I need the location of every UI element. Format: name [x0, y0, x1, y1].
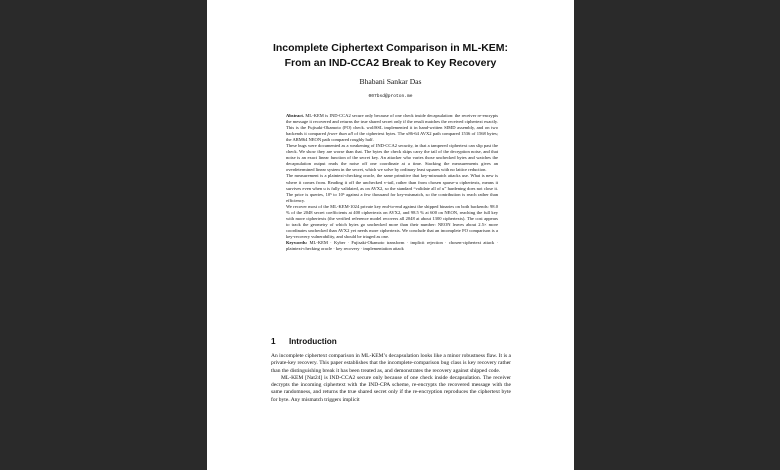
keywords-list: ML-KEM · Kyber · Fujisaki-Okamoto transform · implicit rejection · chosen-ciphertext attack · plaintext-checking oracle · key recovery · implementation attack — [286, 239, 498, 252]
paper-title-line-1: Incomplete Ciphertext Comparison in ML-KEM: — [272, 42, 509, 54]
intro-paragraph-1: An incomplete ciphertext comparison in ML-KEM’s decapsulation looks like a minor robustness flaw. It is a private-key recovery. This paper establishes that the incomplete-comparison bug class is key recovery rather than the distinguishing break it has been treated as, and demonstrates the recovery against shipped code. — [271, 353, 511, 374]
abstract-paragraph-1 — [286, 113, 498, 143]
keywords-label: Keywords: — [286, 239, 308, 245]
abstract-label: Abstract. — [286, 113, 305, 118]
keywords — [286, 240, 498, 252]
abstract-text-1a: ML-KEM is IND-CCA2 secure only because of one check inside decapsulation: the receiver re-encrypts the message it recovered and returns the true shared secret only if the result matches the received ciphertext exactly. This is the Fujisaki-Okamoto (FO) check. wolfSSL implemented it in hand-written SIMD assembly, and on two backends it compared — [286, 113, 498, 137]
section-number: 1 — [271, 337, 276, 346]
introduction-body — [271, 353, 511, 404]
section-heading-introduction — [271, 337, 337, 346]
intro-paragraph-2: ML-KEM [Nat24] is IND-CCA2 secure only because of one check inside decapsulation. The receiver decrypts the incoming ciphertext with the IND-CPA scheme, re-encrypts the recovered message with the same randomness, and returns the true shared secret only if the re-encryption reproduces the ciphertext byte for byte. Any mismatch triggers implicit — [271, 374, 511, 403]
abstract-paragraph-3: The measurement is a plaintext-checking oracle, the same primitive that key-mismatch attacks use. What is new is where it comes from. Reading it off the unchecked v-tail, rather than from chosen sparse-u ciphertexts, means it survives even when u is fully validated, as on AVX2, so the standard “validate all of u” hardening does not close it. The price is queries, 10⁵ to 10⁶ against a few thousand for key-mismatch, so the contribution is reach rather than efficiency. — [286, 173, 498, 203]
paper-title-line-2: From an IND-CCA2 Break to Key Recovery — [284, 57, 497, 69]
abstract — [286, 113, 498, 252]
viewer-background-right — [573, 0, 780, 470]
author-email: 007bsd@proton.me — [368, 94, 413, 99]
author-name: Bhabani Sankar Das — [359, 77, 422, 86]
abstract-text-1b: of the ciphertext bytes. The x86-64 AVX2 path compared 1536 of 1568 bytes; the ARM64 NEON path compared roughly half. — [286, 131, 499, 143]
abstract-paragraph-4: We recover most of the ML-KEM-1024 private key end-to-end against the shipped binaries on both backends: 98.0 % of the 2048 secret coefficients at 400 ciphertexts on AVX2, and 98.5 % at 600 on NEON, reaching the full key with more ciphertexts (the verified reference model recovers all 2048 at about 1300 ciphertexts). The cost appears to track the geometry of which bytes go unchecked more than their number: NEON leaves about 2.5× more coordinates unchecked than AVX2 yet needs more ciphertexts. We conclude that an incomplete FO comparison is a key-recovery vulnerability, and should be triaged as one. — [286, 203, 498, 239]
pdf-page — [207, 0, 574, 470]
viewer-background-left — [0, 0, 207, 470]
section-title: Introduction — [289, 337, 337, 346]
abstract-emphasis: fewer than all — [327, 131, 353, 137]
abstract-paragraph-2: These bugs were documented as a weakening of IND-CCA2 security, in that a tampered ciphertext can slip past the check. We show they are worse than that. The bytes the check skips carry the tail of the decryption noise, and that noise is an exact linear function of the secret key. An attacker who varies those unchecked bytes and watches the decapsulation output reads the noise off one coordinate at a time. Stacking the measurements gives an overdetermined linear system in the secret, which we solve by ordinary least squares with no lattice reduction. — [286, 143, 498, 173]
